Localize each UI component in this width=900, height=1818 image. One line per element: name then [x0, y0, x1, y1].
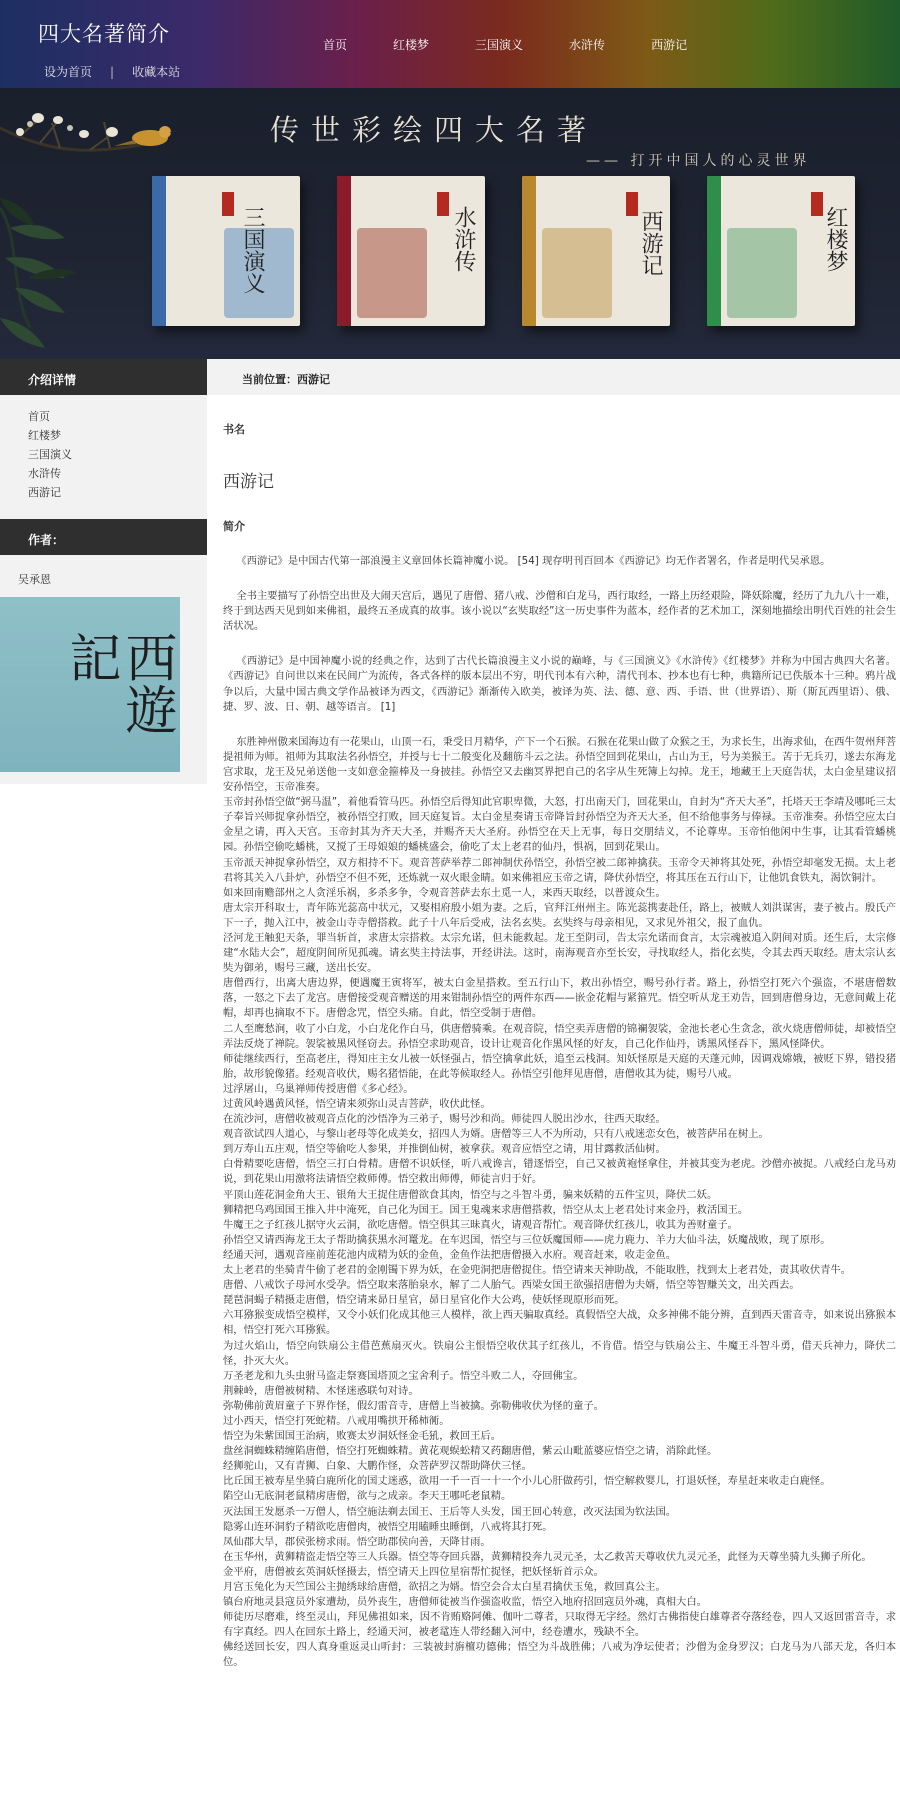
story-line: 经通天河，遇观音座前莲花池内成精为妖的金鱼，金鱼作法把唐僧摄入水府。观音赶来，收走金鱼。 [223, 1248, 677, 1261]
book-cover-xiyouji[interactable] [522, 176, 670, 326]
book-title: 西游记 [223, 472, 274, 492]
story-line: 隐雾山连环洞豹子精欲吃唐僧肉，被悟空用瞌睡虫睡倒，八戒将其打死。 [223, 1520, 553, 1533]
story-line: 二人至鹰愁涧，收了小白龙，小白龙化作白马，供唐僧骑乘。在观音院，悟空卖弄唐僧的锦襕袈裟，金池长老心生贪念，欲火烧唐僧师徒，却被悟空弄法反烧了禅院。袈裟被黑风怪窃去。孙悟空求助观音，设计让观音化作黑风怪的好友，自己化作仙丹，诱黑风怪吞下，黑风怪降伏。 [223, 1022, 896, 1050]
label-intro: 简介 [223, 520, 245, 533]
author-book-cover [0, 597, 180, 772]
book-title-sanguo: 三国演义 [240, 206, 265, 294]
story-line: 牛魔王之子红孩儿据守火云洞，欲吃唐僧。悟空俱其三昧真火，请观音帮忙。观音降伏红孩儿，收其为善财童子。 [223, 1218, 738, 1231]
book-cover-shuihu[interactable] [337, 176, 485, 326]
story-line: 平顶山莲花洞金角大王、银角大王捉住唐僧欲食其肉，悟空与之斗智斗勇，骗来妖精的五件宝贝，降伏二妖。 [223, 1188, 718, 1201]
nav-hongloumeng[interactable]: 红楼梦 [393, 38, 430, 52]
intro-paragraph-3: 《西游记》是中国神魔小说的经典之作，达到了古代长篇浪漫主义小说的巅峰，与《三国演义》《水浒传》《红楼梦》并称为中国古典四大名著。《西游记》自问世以来在民间广为流传，各式各样的版本层出不穷，明代刊本有六种，清代刊本、抄本也有七种，典籍所记已佚版本十三种。鸦片战争以后，大量中国古典文学作品被译为西文，《西游记》渐渐传入欧美，被译为英、法、德、意、西、手语、世（世界语）、斯（斯瓦西里语）、俄、捷、罗、波、日、朝、越等语言。 [1] [223, 655, 896, 713]
book-cover-sanguo[interactable] [152, 176, 300, 326]
story-line: 为过火焰山，悟空向铁扇公主借芭蕉扇灭火。铁扇公主恨悟空收伏其子红孩儿，不肯借。悟空与铁扇公主、牛魔王斗智斗勇，借天兵神力，降伏二怪，扑灭大火。 [223, 1339, 896, 1367]
sidebar-item-shuihu[interactable]: 水浒传 [28, 467, 61, 480]
main-nav [300, 36, 710, 53]
story-line: 万圣老龙和九头虫驸马盗走祭赛国塔顶之宝舍利子。悟空斗败二人，夺回佛宝。 [223, 1369, 584, 1382]
story-line: 比丘国王被寿星坐骑白鹿所化的国丈迷惑，欲用一千一百一十一个小儿心肝做药引，悟空解救婴儿，打退妖怪，寿星赶来收走白鹿怪。 [223, 1475, 831, 1488]
banner-title: 传世彩绘四大名著 [270, 113, 599, 147]
story-line: 孙悟空又请西海龙王太子帮助擒获黑水河鼍龙。在车迟国，悟空与三位妖魔国师——虎力鹿力、羊力大仙斗法，妖魔战败，现了原形。 [223, 1233, 831, 1246]
book-title-shuihu: 水浒传 [451, 206, 476, 272]
story-line: 太上老君的坐骑青牛偷了老君的金刚镯下界为妖，在金兜洞把唐僧捉住。悟空请来天神助战，不能取胜，找到太上老君处，责其收伏青牛。 [223, 1264, 852, 1277]
intro-paragraph-1: 《西游记》是中国古代第一部浪漫主义章回体长篇神魔小说。 [54] 现存明刊百回本《西游记》均无作者署名，作者是明代吴承恩。 [236, 555, 831, 567]
main-content [207, 359, 900, 1671]
story-line: 六耳猕猴变成悟空模样，又令小妖们化成其他三人模样，欲上西天骗取真经。真假悟空大战，众多神佛不能分辨，直到西天雷音寺，如来说出猕猴本相，悟空打死六耳猕猴。 [223, 1309, 896, 1337]
story-line: 狮精把乌鸡国国王推入井中淹死，自己化为国王。国王鬼魂来求唐僧搭救，悟空从太上老君处讨来金丹，救活国王。 [223, 1203, 749, 1216]
book-cover-hongloumeng[interactable] [707, 176, 855, 326]
story-line: 玉帝封孙悟空做“弼马温”，着他看管马匹。孙悟空后得知此官职卑微，大怒，打出南天门，回花果山，自封为“齐天大圣”，托塔天王李靖及哪吒三太子奉旨兴师捉拿孙悟空，被孙悟空打败，回天庭复旨。太白金星奏请玉帝降旨封孙悟空为齐天大圣，但不给他事务与俸禄。玉帝准奏。孙悟空应太白金星之请，再入天宫。玉帝封其为齐天大圣，并赐齐天大圣府。孙悟空在天上无事，每日交朋结义，不论尊卑。玉帝怕他闲中生事，让其看管蟠桃园。孙悟空偷吃蟠桃，又搅了王母娘娘的蟠桃盛会，偷吃了太上老君的仙丹，惧祸，回到花果山。 [223, 796, 896, 854]
story-line: 盘丝洞蜘蛛精缠陷唐僧，悟空打死蜘蛛精。黄花观蜈蚣精又药翻唐僧，紫云山毗蓝婆应悟空之请，消除此怪。 [223, 1445, 718, 1458]
bookmark-link[interactable]: 收藏本站 [132, 65, 181, 79]
header-separator: | [110, 64, 115, 79]
story-line: 师徒历尽磨难，终至灵山，拜见佛祖如来，因不肯贿赂阿傩、伽叶二尊者，只取得无字经。然灯古佛指使白雄尊者夺落经卷，四人又返回雷音寺，求有字真经。四人在回东土路上，经通天河，被老鼋连人带经翻入河中，经卷遭水，残缺不全。 [223, 1611, 896, 1639]
story-line: 观音欲试四人道心，与黎山老母等化成美女，招四人为婿。唐僧等三人不为所动，只有八戒迷恋女色，被菩萨吊在树上。 [223, 1128, 769, 1141]
story-line: 白骨精要吃唐僧，悟空三打白骨精。唐僧不识妖怪，听八戒谗言，错逐悟空，自己又被黄袍怪拿住，并被其变为老虎。沙僧亦被捉。八戒经白龙马劝说，到花果山用激将法请悟空救师傅。悟空救出师傅，师徒言归于好。 [223, 1158, 896, 1186]
book-title-hongloumeng: 红楼梦 [823, 206, 848, 272]
label-book-name: 书名 [223, 423, 245, 436]
story-synopsis [223, 735, 896, 1671]
sidebar-item-hongloumeng[interactable]: 红楼梦 [28, 429, 61, 442]
intro-paragraph-2: 全书主要描写了孙悟空出世及大闹天宫后，遇见了唐僧、猪八戒、沙僧和白龙马，西行取经，一路上历经艰险，降妖除魔，经历了九九八十一难，终于到达西天见到如来佛祖，最终五圣成真的故事。该小说以“玄奘取经”这一历史事件为蓝本，经作者的艺术加工，深刻地描绘出明代百姓的社会生活状况。 [223, 590, 896, 633]
article [207, 421, 900, 1671]
story-line: 月宫玉兔化为天竺国公主抛绣球给唐僧，欲招之为婿。悟空会合太白星君擒伏玉兔，救回真公主。 [223, 1581, 666, 1593]
story-line: 如来回南赡部州之人贪淫乐祸，多杀多争，令观音菩萨去东土觅一人，来西天取经，以普渡众生。 [223, 886, 666, 899]
story-line: 陷空山无底洞老鼠精虏唐僧，欲与之成亲。李天王哪吒老鼠精。 [223, 1490, 512, 1503]
story-line: 过小西天，悟空打死蛇精。八戒用嘴拱开稀柿衕。 [223, 1414, 450, 1427]
nav-shuihu[interactable]: 水浒传 [569, 38, 606, 52]
banner [0, 88, 900, 359]
book-covers [152, 176, 882, 351]
sidebar-item-sanguo[interactable]: 三国演义 [28, 448, 72, 461]
book-title-xiyouji: 西游记 [638, 210, 663, 276]
story-line: 唐太宗开科取士，青年陈光蕊高中状元，又娶相府殷小姐为妻。之后，官拜江州州主。陈光蕊携妻赴任，路上，被贼人刘洪谋害，妻子被占。殷氏产下一子，抛入江中，被金山寺寺僧搭救。此子十八年后受戒，法名玄奘。玄奘终与母亲相见，又求见外祖父，报了血仇。 [223, 901, 896, 929]
nav-xiyouji[interactable]: 西游记 [651, 38, 688, 52]
story-line: 佛经送回长安，四人真身重返灵山听封：三装被封旃檀功德佛；悟空为斗战胜佛；八戒为净坛使者；沙僧为金身罗汉；白龙马为八部天龙，各归本位。 [223, 1641, 896, 1669]
author-name: 吴承恩 [18, 573, 51, 586]
header-links [44, 63, 180, 80]
breadcrumb: 当前位置：西游记 [207, 359, 900, 395]
story-line: 悟空为朱紫国国王治病，败赛太岁洞妖怪金毛犼，救回王后。 [223, 1430, 502, 1443]
sidebar-list [0, 395, 207, 514]
nav-sanguo[interactable]: 三国演义 [475, 38, 524, 52]
story-line: 弥勒佛前黄眉童子下界作怪，假幻雷音寺，唐僧上当被擒。弥勒佛收伏为怪的童子。 [223, 1399, 604, 1412]
sidebar-item-xiyouji[interactable]: 西游记 [28, 486, 61, 499]
story-line: 东胜神州傲来国海边有一花果山，山顶一石，秉受日月精华，产下一个石猴。石猴在花果山做了众猴之王，为求长生，出海求仙，在西牛贺州拜菩提祖师为师。祖师为其取法名孙悟空，并授与七十二般变化及翻筋斗云之法。孙悟空回到花果山，占山为王，号为美猴王。苦于无兵刃，遂去东海龙宫求取，龙王及兄弟送他一支如意金箍棒及一身披挂。孙悟空又去幽冥界把自己的名字从生死簿上勾掉。龙王，地藏王上天庭告状，太白金星建议招安孙悟空，玉帝准奏。 [223, 735, 896, 794]
story-line: 泾河龙王触犯天条，罪当斩首，求唐太宗搭救。太宗允诺，但未能救起。龙王至阴司，告太宗允诺而食言，太宗魂被追入阴间对质。还生后，太宗修建“水陆大会”，超度阴间所见孤魂。请玄奘主持法事，开经讲法。这时，南海观音亦至长安，寻找取经人，指化玄奘，令其去西天取经。唐太宗认玄奘为御弟，赐号三藏，送出长安。 [223, 931, 896, 975]
story-line: 灭法国王发愿杀一万僧人，悟空施法剃去国王、王后等人头发，国王回心转意，改灭法国为钦法国。 [223, 1505, 677, 1518]
cover-calligraphy: 西遊記 [60, 631, 176, 735]
sidebar [0, 359, 207, 784]
story-line: 荆棘岭，唐僧被树精、木怪迷惑联句对诗。 [223, 1384, 419, 1397]
story-line: 玉帝派天神捉拿孙悟空，双方相持不下。观音菩萨举荐二郎神制伏孙悟空，孙悟空被二郎神擒获。玉帝令天神将其处死，孙悟空却毫发无损。太上老君将其关入八卦炉，孙悟空不但不死，还炼就一双火眼金睛。如来佛祖应玉帝之请，降伏孙悟空，将其压在五行山下，让他饥食铁丸，渴饮铜汁。 [223, 856, 896, 884]
site-title: 四大名著简介 [38, 22, 170, 46]
story-line: 经狮驼山，又有青狮、白象、大鹏作怪，众菩萨罗汉帮助降伏三怪。 [223, 1460, 532, 1473]
set-home-link[interactable]: 设为首页 [44, 65, 93, 79]
story-line: 在流沙河，唐僧收被观音点化的沙悟净为三弟子，赐号沙和尚。师徒四人脱出沙水，往西天取经。 [223, 1113, 666, 1126]
story-line: 唐僧、八戒饮子母河水受孕。悟空取来落胎泉水，解了二人胎气。西梁女国王欲强招唐僧为夫婿，悟空等智赚关文，出关西去。 [223, 1279, 800, 1292]
story-line: 凤仙郡大旱，郡侯张榜求雨。悟空助郡侯向善，天降甘雨。 [223, 1535, 491, 1548]
story-line: 师徒继续西行，至高老庄，得知庄主女儿被一妖怪强占，悟空擒拿此妖，追至云栈洞。知妖怪原是天庭的天蓬元帅，因调戏嫦娥，被贬下界，错投猪胎，故形貌像猪。经观音收伏，赐名猪悟能，在此等候取经人。孙悟空引他拜见唐僧，唐僧收其为徒，赐号八戒。 [223, 1052, 896, 1080]
story-line: 到万寿山五庄观，悟空等偷吃人参果，并推倒仙树，被拿获。观音应悟空之请，用甘露救活仙树。 [223, 1143, 666, 1156]
story-line: 过浮屠山，乌巢禅师传授唐僧《多心经》。 [223, 1082, 414, 1095]
story-line: 过黄风岭遇黄风怪，悟空请来须弥山灵吉菩萨，收伏此怪。 [223, 1098, 491, 1110]
banner-subtitle: —— 打开中国人的心灵世界 [586, 153, 811, 169]
nav-home[interactable]: 首页 [323, 38, 348, 52]
bird-icon [114, 126, 179, 146]
story-line: 镇台府地灵县寇员外家遭劫，员外丧生，唐僧师徒被当作强盗收监，悟空入地府招回寇员外魂，真相大白。 [223, 1596, 707, 1609]
sidebar-heading: 介绍详情 [0, 359, 207, 395]
story-line: 唐僧西行，出离大唐边界，便遇魔王寅将军，被太白金星搭救。至五行山下，救出孙悟空，赐号孙行者。路上，孙悟空打死六个强盗，不堪唐僧数落，一怒之下去了龙宫。唐僧接受观音赠送的用来钳制孙悟空的两件东西——嵌金花帽与紧箍咒。悟空听从龙王劝告，回到唐僧身边，无意间戴上花帽，却再也摘取不下。唐僧念咒，悟空头痛。自此，悟空受制于唐僧。 [223, 977, 896, 1020]
site-header [0, 0, 900, 88]
author-heading: 作者： [0, 519, 207, 555]
story-line: 在玉华州，黄狮精盗走悟空等三人兵器。悟空等夺回兵器，黄狮精投奔九灵元圣，太乙救苦天尊收伏九灵元圣，此怪为天尊坐骑九头狮子所化。 [223, 1550, 872, 1563]
story-line: 金平府，唐僧被玄英洞妖怪摄去，悟空请天上四位星宿帮忙捉怪，把妖怪斩首示众。 [223, 1565, 604, 1578]
sidebar-item-home[interactable]: 首页 [28, 410, 50, 423]
story-line: 琵琶洞蝎子精摄走唐僧，悟空请来昴日星官，昴日星官化作大公鸡，使妖怪现原形而死。 [223, 1294, 625, 1307]
